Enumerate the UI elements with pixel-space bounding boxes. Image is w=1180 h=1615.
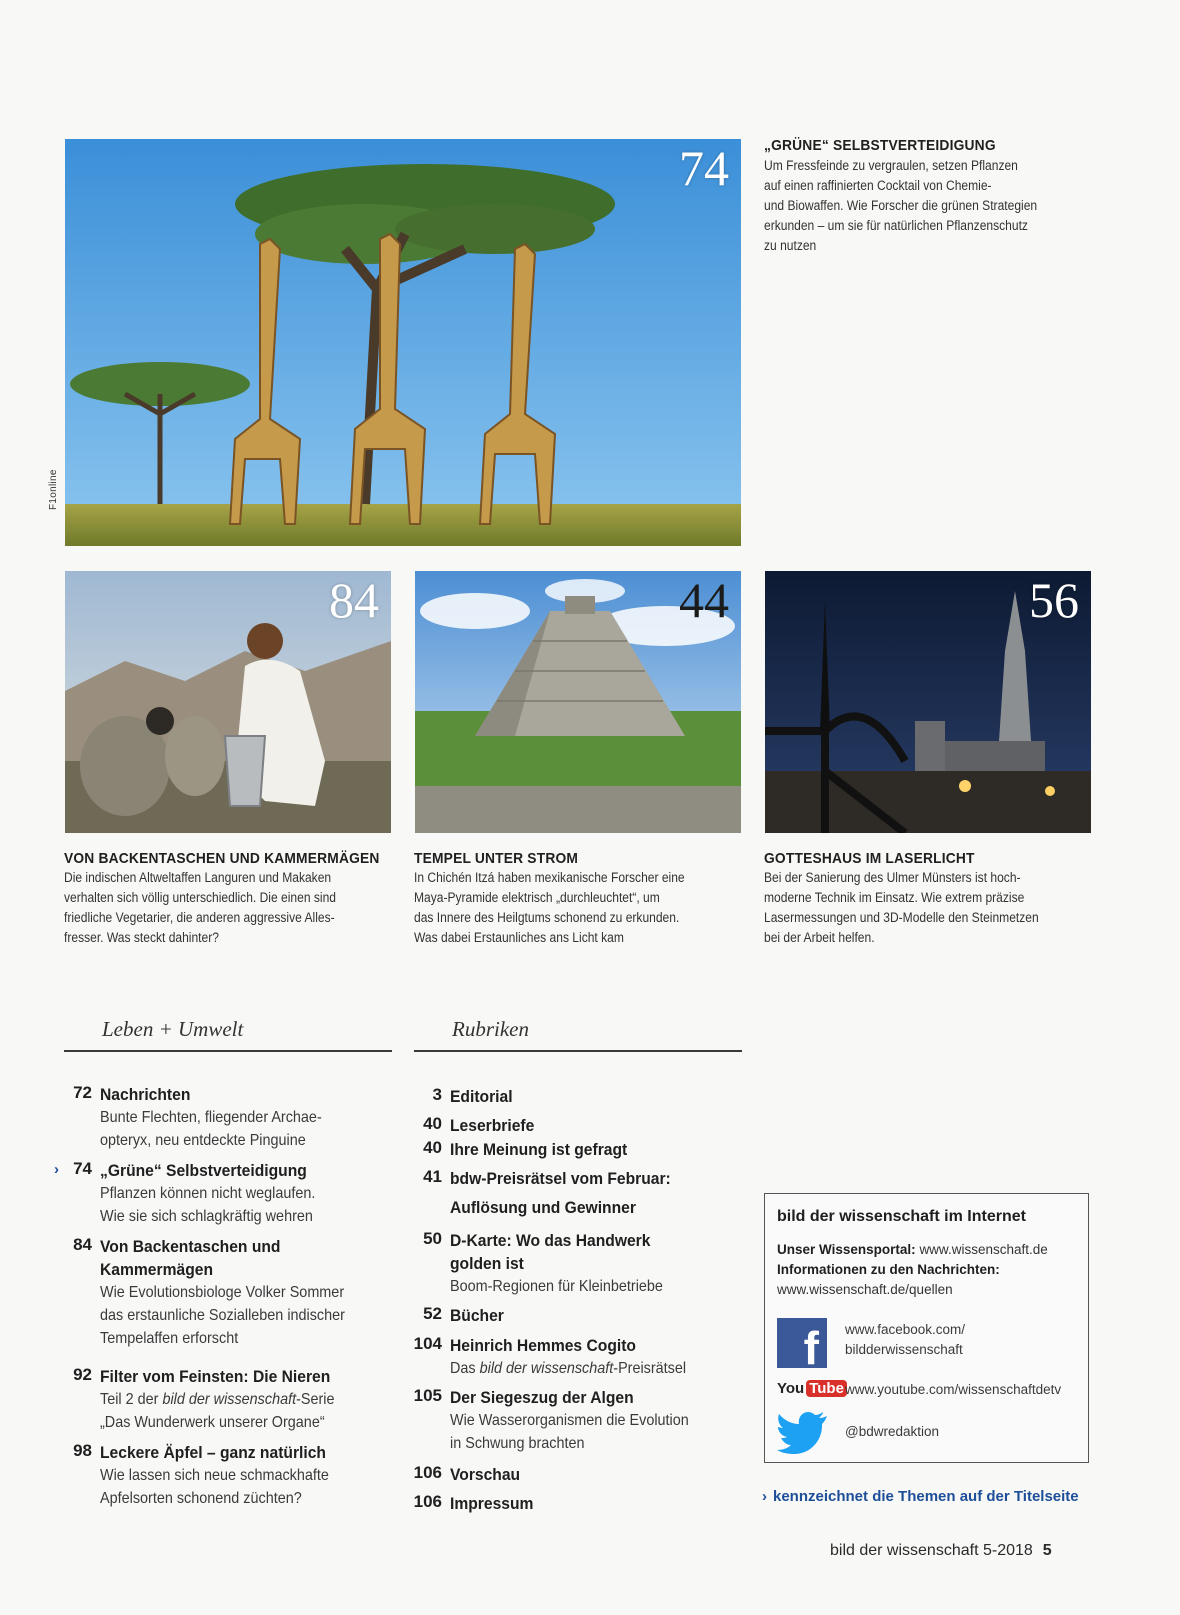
cover-marker-icon: › xyxy=(54,1161,59,1178)
toc-entry[interactable] xyxy=(414,1334,754,1386)
teaser-text xyxy=(764,868,1070,948)
toc-title: bdw-Preisrätsel vom Februar: xyxy=(450,1169,671,1188)
toc-subtitle: das erstaunliche Sozialleben indischer xyxy=(100,1307,345,1324)
toc-title: Leserbriefe xyxy=(450,1116,535,1135)
toc-page: 104 xyxy=(413,1334,442,1353)
photo-monkeys xyxy=(65,571,391,833)
toc-entry[interactable] xyxy=(64,1365,394,1441)
toc-title: Der Siegeszug der Algen xyxy=(450,1388,634,1407)
toc-entry[interactable] xyxy=(414,1229,754,1304)
toc-page: 40 xyxy=(423,1114,442,1133)
toc-page: 106 xyxy=(413,1463,442,1482)
toc-subtitle: Wie sie sich schlagkräftig wehren xyxy=(100,1208,313,1225)
photo-credit: F1online xyxy=(48,469,59,510)
teaser-text xyxy=(64,868,370,948)
portal-row xyxy=(777,1242,1048,1257)
internet-box xyxy=(764,1193,1089,1463)
teaser-gotteshaus[interactable] xyxy=(764,850,1104,948)
toc-subtitle-part: -Preisrätsel xyxy=(613,1360,687,1377)
section-title-leben: Leben + Umwelt xyxy=(102,1017,244,1041)
toc-title: Von Backentaschen und xyxy=(100,1237,281,1256)
photo-cathedral xyxy=(765,571,1091,833)
toc-entry[interactable] xyxy=(64,1235,394,1357)
toc-subtitle: Bunte Flechten, fliegender Archae- xyxy=(100,1109,322,1126)
teaser-line: Lasermessungen und 3D-Modelle den Steinmetzen xyxy=(764,910,1039,925)
youtube-icon[interactable] xyxy=(777,1380,847,1397)
photo-pyramid xyxy=(415,571,741,833)
cover-marker-icon: › xyxy=(762,1488,767,1505)
toc-title: Editorial xyxy=(450,1087,513,1106)
teaser-title: VON BACKENTASCHEN UND KAMMERMÄGEN xyxy=(64,850,380,867)
toc-entry[interactable] xyxy=(414,1167,754,1229)
toc-entry[interactable] xyxy=(414,1085,754,1114)
teaser-tempel[interactable] xyxy=(414,850,754,948)
toc-subtitle-part: -Serie xyxy=(296,1391,335,1408)
toc-page: 52 xyxy=(423,1304,442,1323)
cover-topics-legend xyxy=(762,1488,1079,1505)
toc-subtitle: Apfelsorten schonend züchten? xyxy=(100,1490,302,1507)
toc-subtitle xyxy=(100,1388,370,1411)
toc-entry[interactable] xyxy=(414,1114,754,1138)
teaser-line: Maya-Pyramide elektrisch „durchleuchtet“, um xyxy=(414,890,660,905)
youtube-logo-you: You xyxy=(777,1380,805,1397)
section-rule xyxy=(64,1050,392,1052)
teaser-text xyxy=(414,868,720,948)
legend-text: kennzeichnet die Themen auf der Titelseite xyxy=(773,1488,1079,1505)
teaser-line: zu nutzen xyxy=(764,238,817,253)
toc-subtitle: Tempelaffen erforscht xyxy=(100,1330,239,1347)
toc-page: 98 xyxy=(73,1441,92,1460)
toc-page: 50 xyxy=(423,1229,442,1248)
toc-title: Auflösung und Gewinner xyxy=(450,1198,636,1217)
toc-leben xyxy=(54,1083,394,1511)
teaser-backentaschen[interactable] xyxy=(64,850,404,948)
toc-page: 72 xyxy=(73,1083,92,1102)
teaser-line: verhalten sich völlig unterschiedlich. Die einen sind xyxy=(64,890,336,905)
teaser-line: friedliche Vegetarier, die anderen aggressive Alles- xyxy=(64,910,335,925)
toc-subtitle: opteryx, neu entdeckte Pinguine xyxy=(100,1132,306,1149)
toc-title: Filter vom Feinsten: Die Nieren xyxy=(100,1367,331,1386)
page-number-44: 44 xyxy=(679,572,729,628)
youtube-logo-tube: Tube xyxy=(806,1380,847,1397)
magazine-name: bild der wissenschaft xyxy=(479,1360,614,1377)
teaser-gruene[interactable] xyxy=(764,137,1094,256)
teaser-line: auf einen raffinierten Cocktail von Chemie- xyxy=(764,178,992,193)
toc-subtitle: Wie lassen sich neue schmackhafte xyxy=(100,1467,329,1484)
toc-entry[interactable] xyxy=(64,1083,394,1153)
toc-entry[interactable] xyxy=(414,1386,754,1463)
toc-subtitle: Boom-Regionen für Kleinbetriebe xyxy=(450,1278,663,1295)
facebook-link-line: bildderwissenschaft xyxy=(845,1342,963,1357)
toc-title: Heinrich Hemmes Cogito xyxy=(450,1336,636,1355)
toc-title: Vorschau xyxy=(450,1465,521,1484)
toc-page: 3 xyxy=(432,1085,442,1104)
toc-title: Impressum xyxy=(450,1494,534,1513)
magazine-name: bild der wissenschaft xyxy=(162,1391,297,1408)
toc-title: „Grüne“ Selbstverteidigung xyxy=(100,1161,307,1180)
toc-subtitle: Pflanzen können nicht weglaufen. xyxy=(100,1185,316,1202)
teaser-title: „GRÜNE“ SELBSTVERTEIDIGUNG xyxy=(764,137,996,154)
toc-entry[interactable] xyxy=(414,1138,754,1167)
toc-entry[interactable] xyxy=(64,1441,394,1511)
toc-title: golden ist xyxy=(450,1254,524,1273)
youtube-link[interactable]: www.youtube.com/wissenschaftdetv xyxy=(845,1382,1062,1397)
toc-subtitle-part: Teil 2 der xyxy=(100,1391,163,1408)
teaser-line: fresser. Was steckt dahinter? xyxy=(64,930,219,945)
toc-title: Bücher xyxy=(450,1306,504,1325)
facebook-icon[interactable]: f xyxy=(777,1318,827,1368)
teaser-text xyxy=(764,156,1061,256)
teaser-line: Bei der Sanierung des Ulmer Münsters ist hoch- xyxy=(764,870,1021,885)
info-label-text: Informationen zu den Nachrichten: xyxy=(777,1262,1000,1277)
toc-subtitle: Wie Evolutionsbiologe Volker Sommer xyxy=(100,1284,345,1301)
page-number-84: 84 xyxy=(329,572,379,628)
toc-page: 106 xyxy=(413,1492,442,1511)
teaser-line: Die indischen Altweltaffen Languren und Makaken xyxy=(64,870,332,885)
teaser-line: erkunden – um sie für natürlichen Pflanzenschutz xyxy=(764,218,1028,233)
teaser-line: bei der Arbeit helfen. xyxy=(764,930,875,945)
toc-entry[interactable] xyxy=(414,1304,754,1334)
toc-page: 92 xyxy=(73,1365,92,1384)
teaser-line: Was dabei Erstaunliches ans Licht kam xyxy=(414,930,624,945)
toc-title: Leckere Äpfel – ganz natürlich xyxy=(100,1443,326,1462)
teaser-line: Um Fressfeinde zu vergraulen, setzen Pflanzen xyxy=(764,158,1018,173)
toc-page: 74 xyxy=(73,1159,92,1178)
teaser-line: und Biowaffen. Wie Forscher die grünen Strategien xyxy=(764,198,1038,213)
toc-title: D-Karte: Wo das Handwerk xyxy=(450,1231,651,1250)
toc-page: 105 xyxy=(413,1386,442,1405)
teaser-title: TEMPEL UNTER STROM xyxy=(414,850,579,867)
teaser-line: das Innere des Heilgtums schonend zu erkunden. xyxy=(414,910,680,925)
page-number-56: 56 xyxy=(1029,572,1079,628)
info-link[interactable]: www.wissenschaft.de/quellen xyxy=(777,1282,953,1297)
toc-subtitle: in Schwung brachten xyxy=(450,1435,585,1452)
twitter-icon[interactable] xyxy=(777,1410,829,1454)
toc-entry[interactable] xyxy=(414,1463,754,1492)
facebook-link[interactable] xyxy=(845,1320,965,1360)
toc-subtitle-part: Das xyxy=(450,1360,480,1377)
teaser-title: GOTTESHAUS IM LASERLICHT xyxy=(764,850,975,867)
portal-link[interactable]: www.wissenschaft.de xyxy=(919,1242,1048,1257)
toc-subtitle: „Das Wunderwerk unserer Organe“ xyxy=(100,1414,325,1431)
twitter-handle[interactable]: @bdwredaktion xyxy=(845,1424,940,1439)
page-footer xyxy=(830,1542,1052,1560)
toc-page: 84 xyxy=(73,1235,92,1254)
section-title-rubriken: Rubriken xyxy=(452,1017,529,1041)
page-number: 5 xyxy=(1042,1542,1052,1559)
toc-entry[interactable] xyxy=(54,1159,394,1235)
toc-subtitle: Wie Wasserorganismen die Evolution xyxy=(450,1412,689,1429)
teaser-line: moderne Technik im Einsatz. Wie extrem präzise xyxy=(764,890,1025,905)
toc-entry[interactable] xyxy=(414,1492,754,1521)
toc-page: 41 xyxy=(423,1167,442,1186)
teaser-line: In Chichén Itzá haben mexikanische Forscher eine xyxy=(414,870,685,885)
photo-giraffes xyxy=(65,139,741,546)
info-label xyxy=(777,1262,1000,1277)
toc-title: Ihre Meinung ist gefragt xyxy=(450,1140,628,1159)
toc-subtitle xyxy=(450,1357,720,1380)
section-rule xyxy=(414,1050,742,1052)
toc-title: Nachrichten xyxy=(100,1085,191,1104)
toc-page: 40 xyxy=(423,1138,442,1157)
page-number-74: 74 xyxy=(679,140,729,196)
toc-rubriken xyxy=(414,1085,754,1521)
internet-box-title: bild der wissenschaft im Internet xyxy=(777,1208,1026,1225)
magazine-issue: bild der wissenschaft 5-2018 xyxy=(830,1542,1033,1559)
portal-label: Unser Wissensportal: xyxy=(777,1242,916,1257)
facebook-link-line: www.facebook.com/ xyxy=(845,1322,966,1337)
toc-title: Kammermägen xyxy=(100,1260,214,1279)
